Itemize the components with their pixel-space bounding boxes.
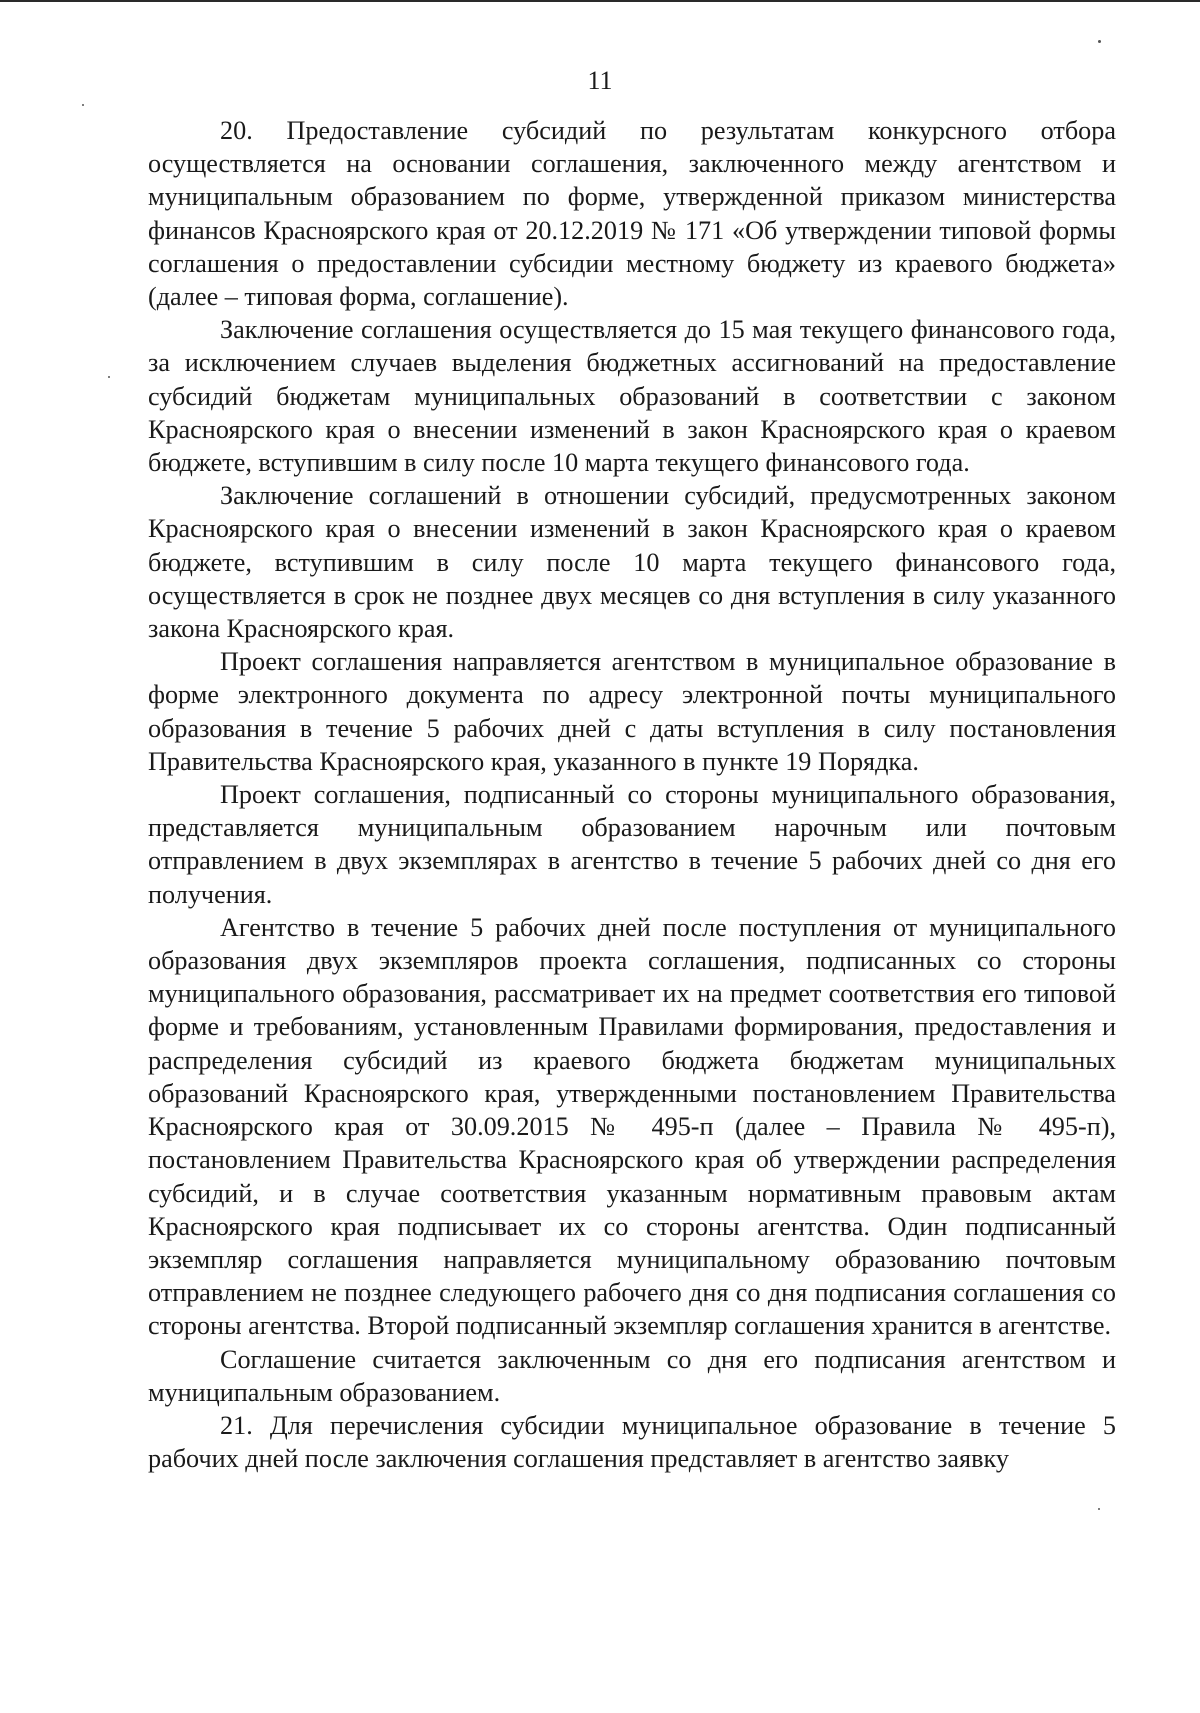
paragraph-draft-sent: Проект соглашения направляется агентством в муниципальное образование в форме электронного документа по адресу электронной почты муниципального образования в течение 5 рабочих дней с даты вступления в силу постановления Правительства Красноярского края, указанного в пункте 19 Порядка. bbox=[148, 647, 1116, 776]
scan-speck bbox=[1098, 40, 1101, 43]
paragraph-agreements-amendments: Заключение соглашений в отношении субсидий, предусмотренных законом Красноярского края о внесении изменений в закон Красноярского края о краевом бюджете, вступившим в силу после 10 марта текущего финансового года, осуществляется в срок не позднее двух месяцев со дня вступления в силу указанного закона Красноярского края. bbox=[148, 481, 1116, 644]
paragraph-agency-review: Агентство в течение 5 рабочих дней после поступления от муниципального образования двух экземпляров проекта соглашения, подписанных со стороны муниципального образования, рассматривает их на предмет соответствия его типовой форме и требованиям, установленным Правилами формирования, предоставления и распределения субсидий из краевого бюджета бюджетам муниципальных образований Красноярского края, утвержденными постановлением Правительства Красноярского края от 30.09.2015 № 495-п (далее – Правила № 495-п), постановлением Правительства Красноярского края об утверждении распределения субсидий, и в случае соответствия указанным нормативным правовым актам Красноярского края подписывает их со стороны агентства. Один подписанный экземпляр соглашения направляется муниципальному образованию почтовым отправлением не позднее следующего рабочего дня со дня подписания соглашения со стороны агентства. Второй подписанный экземпляр соглашения хранится в агентстве. bbox=[148, 912, 1116, 1341]
page-number: 11 bbox=[587, 66, 613, 95]
document-body bbox=[148, 114, 1116, 1475]
scan-speck bbox=[82, 104, 84, 106]
paragraph-21: 21. Для перечисления субсидии муниципальное образование в течение 5 рабочих дней после заключения соглашения представляет в агентство заявку bbox=[148, 1410, 1116, 1474]
paragraph-draft-signed: Проект соглашения, подписанный со стороны муниципального образования, представляется муниципальным образованием нарочным или почтовым отправлением в двух экземплярах в агентство в течение 5 рабочих дней со дня его получения. bbox=[148, 780, 1116, 909]
paragraph-agreement-deadline: Заключение соглашения осуществляется до 15 мая текущего финансового года, за исключением случаев выделения бюджетных ассигнований на предоставление субсидий бюджетам муниципальных образований в соответствии с законом Красноярского края о внесении изменений в закон Красноярского края о краевом бюджете, вступившим в силу после 10 марта текущего финансового года. bbox=[148, 315, 1116, 478]
paragraph-20: 20. Предоставление субсидий по результатам конкурсного отбора осуществляется на основании соглашения, заключенного между агентством и муниципальным образованием по форме, утвержденной приказом министерства финансов Красноярского края от 20.12.2019 № 171 «Об утверждении типовой формы соглашения о предоставлении субсидии местному бюджету из краевого бюджета» (далее – типовая форма, соглашение). bbox=[148, 116, 1116, 312]
scan-speck bbox=[1098, 1508, 1100, 1510]
scan-top-edge bbox=[0, 0, 1200, 2]
scan-speck bbox=[108, 376, 110, 378]
paragraph-agreement-concluded: Соглашение считается заключенным со дня его подписания агентством и муниципальным образованием. bbox=[148, 1344, 1116, 1407]
